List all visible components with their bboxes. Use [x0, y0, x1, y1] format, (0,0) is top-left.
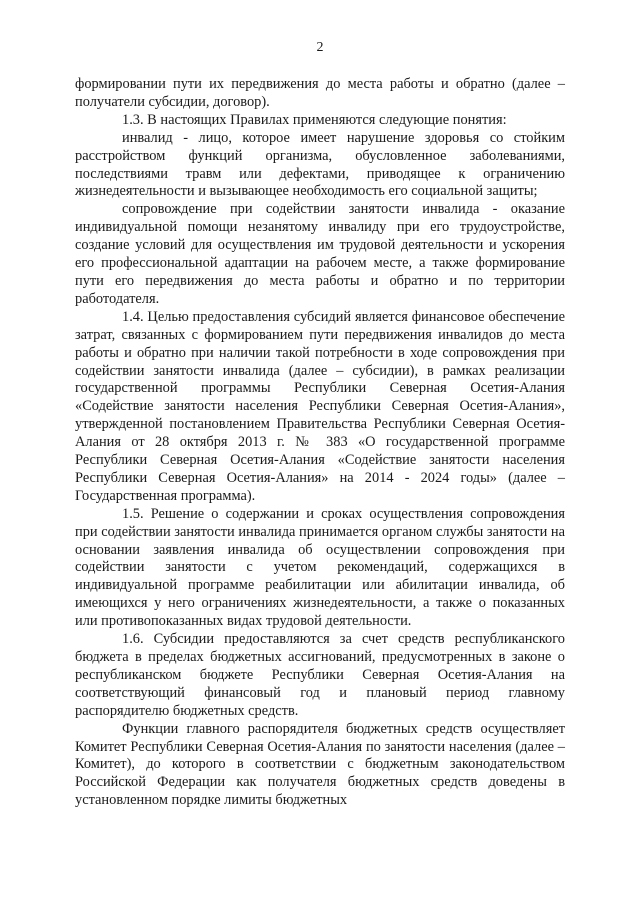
page-number: 2 — [316, 40, 324, 55]
paragraph-intro-continuation: формировании пути их передвижения до места работы и обратно (далее – получатели субсидии, договор). — [75, 76, 565, 110]
paragraph-committee-functions: Функции главного распорядителя бюджетных средств осуществляет Комитет Республики Северная Осетия-Алания по занятости населения (далее – Комитет), до которого в соответствии с бюджетным законодательством Российской Федерации как получателя бюджетных средств доведены в установленном порядке лимиты бюджетных — [75, 720, 565, 809]
document-body — [75, 76, 565, 810]
paragraph-definition-support: сопровождение при содействии занятости инвалида - оказание индивидуальной помощи незанятому инвалиду при его трудоустройстве, создание условий для осуществления им трудовой деятельности и ускорения его профессиональной адаптации на рабочем месте, а также формирование пути его передвижения до места работы и обратно и по территории работодателя. — [75, 201, 565, 307]
paragraph-1-4: 1.4. Целью предоставления субсидий является финансовое обеспечение затрат, связанных с формированием пути передвижения инвалидов до места работы и обратно при наличии такой потребности в ходе сопровождения при содействии занятости инвалида (далее – субсидии), в рамках реализации государственной программы Республики Северная Осетия-Алания «Содействие занятости населения Республики Северная Осетия-Алания», утвержденной постановлением Правительства Республики Северная Осетия-Алания от 28 октября 2013 г. № 383 «О государственной программе Республики Северная Осетия-Алания «Содействие занятости населения Республики Северная Осетия-Алания» на 2014 - 2024 годы» (далее – Государственная программа). — [75, 308, 565, 504]
paragraph-1-6: 1.6. Субсидии предоставляются за счет средств республиканского бюджета в пределах бюджетных ассигнований, предусмотренных в законе о республиканском бюджете Республики Северная Осетия-Алания на соответствующий финансовый год и плановый период главному распорядителю бюджетных средств. — [75, 631, 565, 719]
paragraph-definition-invalid: инвалид - лицо, которое имеет нарушение здоровья со стойким расстройством функций организма, обусловленное заболеваниями, последствиями травм или дефектами, приводящее к ограничению жизнедеятельности и вызывающее необходимость его социальной защиты; — [75, 129, 565, 200]
paragraph-1-5: 1.5. Решение о содержании и сроках осуществления сопровождения при содействии занятости инвалида принимается органом службы занятости на основании заявления инвалида об осуществлении сопровождения при содействии занятости с учетом рекомендаций, содержащихся в индивидуальной программе реабилитации или абилитации инвалида, об имеющихся у него ограничениях жизнедеятельности, а также о показанных или противопоказанных видах трудовой деятельности. — [75, 505, 565, 630]
paragraph-1-3: 1.3. В настоящих Правилах применяются следующие понятия: — [122, 111, 507, 128]
